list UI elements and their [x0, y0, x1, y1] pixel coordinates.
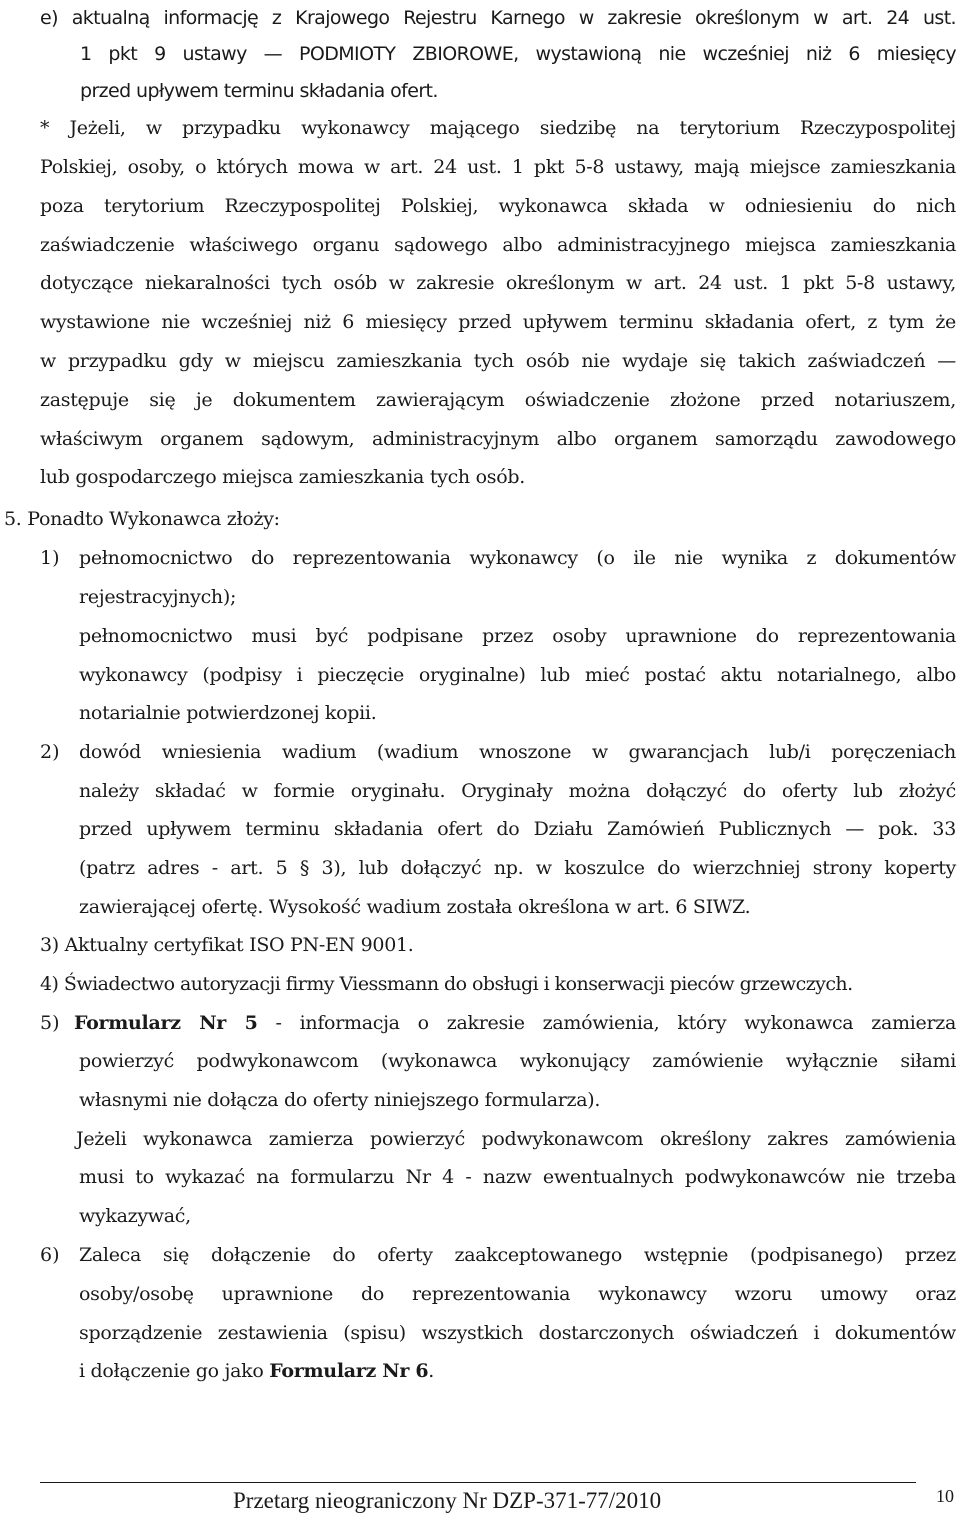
text-line: przed upływem terminu składania ofert do Działu Zamówień Publicznych — pok. 33 — [79, 818, 956, 840]
text-line: wystawione nie wcześniej niż 6 miesięcy przed upływem terminu składania ofert, z tym że — [40, 311, 956, 333]
item-number: 1) — [40, 547, 60, 569]
text-line: pełnomocnictwo do reprezentowania wykonawcy (o ile nie wynika z dokumentów — [79, 547, 956, 569]
text-line: * Jeżeli, w przypadku wykonawcy mającego siedzibę na terytorium Rzeczypospolitej — [40, 117, 956, 139]
item-number: 6) — [40, 1244, 60, 1266]
text-line: właściwym organem sądowym, administracyjnym albo organem samorządu zawodowego — [40, 428, 956, 450]
text-line: powierzyć podwykonawcom (wykonawca wykonujący zamówienie wyłącznie siłami — [79, 1050, 956, 1072]
section-e — [40, 0, 956, 109]
text-line: (patrz adres - art. 5 § 3), lub dołączyć np. w koszulce do wierzchniej strony koperty — [79, 857, 956, 879]
text-line: osoby/osobę uprawnione do reprezentowania wykonawcy wzoru umowy oraz — [79, 1283, 956, 1305]
item-number: 2) — [40, 741, 60, 763]
text-line: sporządzenie zestawienia (spisu) wszystkich dostarczonych oświadczeń i dokumentów — [79, 1322, 956, 1344]
text-line: Polskiej, osoby, o których mowa w art. 24 ust. 1 pkt 5-8 ustawy, mają miejsce zamieszkania — [40, 156, 956, 178]
text-line: 1 pkt 9 ustawy — PODMIOTY ZBIOROWE, wystawioną nie wcześniej niż 6 miesięcy — [80, 43, 956, 66]
footer-title: Przetarg nieograniczony Nr DZP-371-77/2010 — [233, 1488, 662, 1513]
text-line — [74, 1004, 956, 1043]
text-line: wykazywać, — [79, 1205, 191, 1227]
form-reference: Formularz Nr 6 — [269, 1360, 429, 1382]
text-line: zaświadczenie właściwego organu sądowego albo administracyjnego miejsca zamieszkania — [40, 234, 956, 256]
text-line: notarialnie potwierdzonej kopii. — [79, 702, 377, 724]
page-number: 10 — [936, 1486, 954, 1506]
text-line: wykonawcy (podpisy i pieczęcie oryginalne) lub mieć postać aktu notarialnego, albo — [79, 664, 956, 686]
text-line: poza terytorium Rzeczypospolitej Polskiej, wykonawca składa w odniesieniu do nich — [40, 195, 956, 217]
item-number: 5) — [40, 1012, 60, 1034]
text-line: przed upływem terminu składania ofert. — [80, 79, 438, 102]
text-line: należy składać w formie oryginału. Oryginały można dołączyć do oferty lub złożyć — [79, 780, 956, 802]
section-heading: 5. Ponadto Wykonawca złoży: — [4, 508, 280, 530]
list-item: 3) Aktualny certyfikat ISO PN-EN 9001. — [40, 934, 414, 956]
text-line: musi to wykazać na formularzu Nr 4 - nazw ewentualnych podwykonawców nie trzeba — [79, 1166, 956, 1188]
text-line: rejestracyjnych); — [79, 586, 237, 608]
text-span: i dołączenie go jako — [79, 1360, 270, 1382]
text-line: Zaleca się dołączenie do oferty zaakceptowanego wstępnie (podpisanego) przez — [79, 1244, 956, 1266]
text-span: . — [428, 1360, 435, 1382]
text-line: dotyczące niekaralności tych osób w zakresie określonym w art. 24 ust. 1 pkt 5-8 ustawy, — [40, 272, 956, 294]
text-line: zastępuje się je dokumentem zawierającym oświadczenie złożone przed notariuszem, — [40, 389, 956, 411]
list-item: 4) Świadectwo autoryzacji firmy Viessmann do obsługi i konserwacji pieców grzewczych. — [40, 973, 853, 995]
text-line: zawierającej ofertę. Wysokość wadium została określona w art. 6 SIWZ. — [79, 896, 751, 918]
form-reference: Formularz Nr 5 — [74, 1012, 258, 1034]
text-line: pełnomocnictwo musi być podpisane przez osoby uprawnione do reprezentowania — [79, 625, 956, 647]
text-line: własnymi nie dołącza do oferty niniejszego formularza). — [79, 1089, 601, 1111]
text-line: dowód wniesienia wadium (wadium wnoszone w gwarancjach lub/i poręczeniach — [79, 741, 956, 763]
footer-rule — [40, 1482, 916, 1483]
text-line: Jeżeli wykonawca zamierza powierzyć podwykonawcom określony zakres zamówienia — [76, 1128, 956, 1150]
text-span: - informacja o zakresie zamówienia, który wykonawca zamierza — [257, 1012, 957, 1034]
text-line: e) aktualną informację z Krajowego Rejestru Karnego w zakresie określonym w art. 24 ust. — [40, 7, 956, 29]
text-line: lub gospodarczego miejsca zamieszkania tych osób. — [40, 466, 525, 488]
text-line: w przypadku gdy w miejscu zamieszkania tych osób nie wydaje się takich zaświadczeń — — [40, 350, 956, 372]
text-line — [79, 1352, 956, 1391]
